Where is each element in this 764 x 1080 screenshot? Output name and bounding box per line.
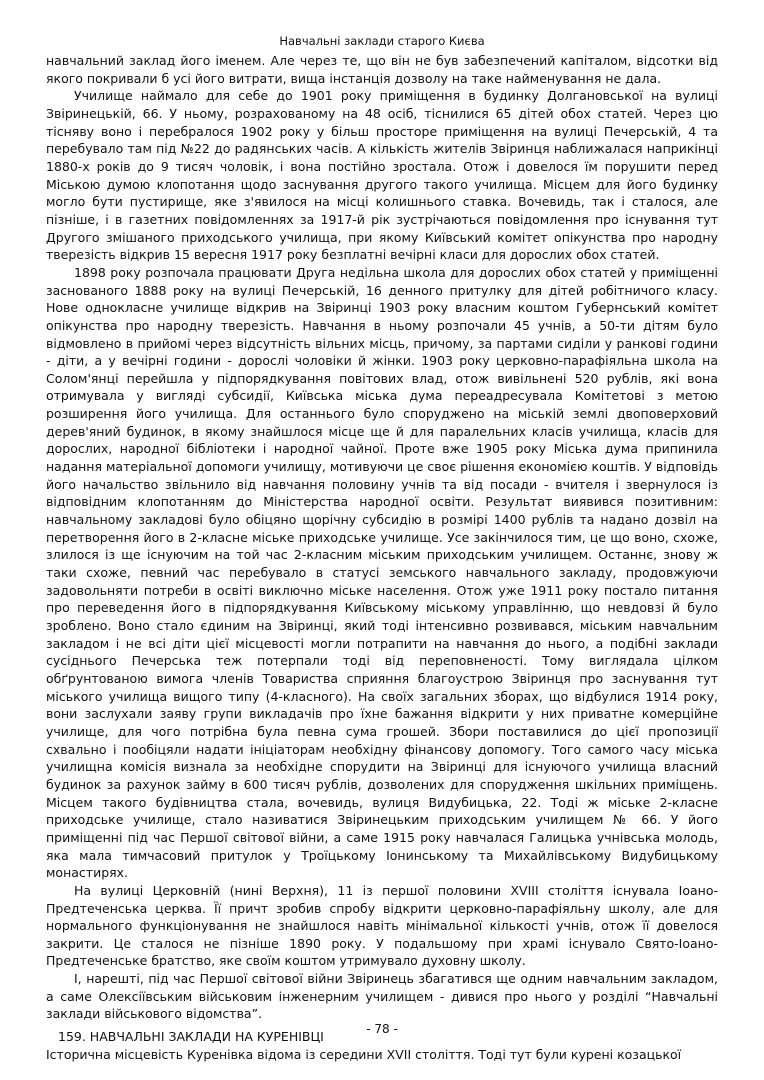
section-first-line: Історична місцевість Куренівка відома із середини XVII століття. Тоді тут були курені козацької xyxy=(46,1046,682,1062)
document-page xyxy=(46,0,718,1080)
page-number: - 78 - xyxy=(366,1022,398,1036)
paragraph-uchylyshche-premises: Училище наймало для себе до 1901 року приміщення в будинку Долгановської на вулиці Звіринецькій, 66. У ньому, розрахованому на 48 осіб, тіснилися 65 дітей обох статей. Через цю тісняву воно і перебралося 1902 року у більш просторе приміщення на вулиці Печерській, 4 та перебувало там під №22 до радянських часів. А кількість жителів Звіринця наближалася наприкінці 1880-х років до 9 тисяч чоловік, і вона постійно зростала. Отож і довелося їм порушити перед Міською думою клопотання щодо заснування другого такого училища. Місцем для його будинку могло бути пустирище, яке з'явилося на місці колишнього ставка. Вочевидь, так і сталося, але пізніше, і в газетних повідомленнях за 1917-й рік зустрічаються повідомлення про існування тут Другого змішаного приходського училища, при якому Київський комітет опікунства про народну тверезість відкрив 15 вересня 1917 року безплатні вечірні класи для дорослих обох статей. xyxy=(46,88,718,263)
section-heading: 159. НАВЧАЛЬНІ ЗАКЛАДИ НА КУРЕНІВЦІ xyxy=(58,1029,324,1045)
running-header-title: Навчальні заклади старого Києва xyxy=(279,34,485,48)
body-text xyxy=(46,52,718,1063)
paragraph-military-school: І, нарешті, під час Першої світової війни Звіринець збагатився ще одним навчальним закладом, а саме Олексіївським військовим інженерним училищем - дивися про нього у розділі “Навчальні заклади військового відомства”. xyxy=(46,971,718,1022)
paragraph-continuation: навчальний заклад його іменем. Але через те, що він не був забезпечений капіталом, відсотки від якого покривали б усі його витрати, вища інстанція дозволу на таке найменування не дала. xyxy=(46,53,718,86)
paragraph-tserkovna-street: На вулиці Церковній (нині Верхня), 11 із першої половини XVIII століття існувала Іоано-Предтеченська церква. Її причт зробив спробу відкрити церковно-парафіяльну школу, але для нормального функціонування не знайшлося навіть мінімальної кількості учнів, отож її довелося закрити. Це сталося не пізніше 1890 року. У подальшому при храмі існувало Свято-Іоано-Предтеченське братство, яке своїм коштом утримувало духовну школу. xyxy=(46,882,718,969)
paragraph-second-sunday-school: 1898 року розпочала працювати Друга недільна школа для дорослих обох статей у приміщенні заснованого 1888 року на вулиці Печерській, 16 денного притулку для дітей робітничого класу. Нове однокласне училище відкрив на Звіринці 1903 року власним коштом Губернський комітет опікунства про народну тверезість. Навчання в ньому розпочали 45 учнів, а 50-ти дітям було відмовлено в прийомі через відсутність вільних місць, причому, за партами сиділи у ранкові години - діти, а у вечірні години - дорослі чоловіки й жінки. 1903 року церковно-парафіяльна школа на Солом'янці перейшла у підпорядкування повітових влад, отож вивільнені 520 рублів, які вона отримувала у вигляді субсидії, Київська міська дума переадресувала Комітетові з метою розширення його училища. Для останнього було споруджено на міській землі двоповерховий дерев'яний будинок, в якому знайшлося місце ще й для паралельних класів училища, класів для дорослих, народної бібліотеки і народної чайної. Проте вже 1905 року Міська дума припинила надання матеріальної допомоги училищу, мотивуючи це своє рішення економією коштів. У відповідь його начальство звільнило від навчання половину учнів та від посади - вчителя і звернулося із відповідним клопотанням до Міністерства народної освіти. Результат виявився позитивним: навчальному закладові було обіцяно щорічну субсидію в розмірі 1400 рублів та надано дозвіл на перетворення його в 2-класне міське приходське училище. Усе закінчилося тим, це що воно, схоже, злилося із ще існуючим на той час 2-класним міським приходським училищем. Останнє, знову ж таки схоже, певний час перебувало в статусі земського навчального закладу, продовжуючи задовольняти потреби в освіті виключно міське населення. Отож уже 1911 року постало питання про переведення його в підпорядкування Київському міському управлінню, що невдовзі й було зроблено. Воно стало єдиним на Звіринці, який тоді інтенсивно розвивався, міським навчальним закладом і не всі діти цієї місцевості могли потрапити на навчання до нього, а подібні заклади сусіднього Печерська теж потерпали тоді від переповненості. Тому виглядала цілком обґрунтованою вимога членів Товариства сприяння благоустрою Звіринця про заснування тут міського училища вищого типу (4-класного). На своїх загальних зборах, що відбулися 1914 року, вони заслухали заяву групи викладачів про їхне бажання відкрити у них приватне комерційне училище, для чого потрібна була певна сума грошей. Збори поставилися до цієї пропозиції схвально і пообіцяли надати ініціаторам необхідну фінансову допомогу. Того самого часу міська училищна комісія визнала за необхідне спорудити на Звіринці для існуючого училища власний будинок за рахунок займу в 600 тисяч рублів, дозволених для спорудження шкільних приміщень. Місцем такого будівництва стала, вочевидь, вулиця Видубицька, 22. Тоді ж міське 2-класне приходське училище, стало називатися Звіринецьким приходським училищем № 66. У його приміщенні під час Першої світової війни, а саме 1915 року навчалася Галицька учнівська молодь, яка мала тимчасовий притулок у Троїцькому Іонинському та Михайлівському Видубицькому монастирях. xyxy=(46,264,718,881)
